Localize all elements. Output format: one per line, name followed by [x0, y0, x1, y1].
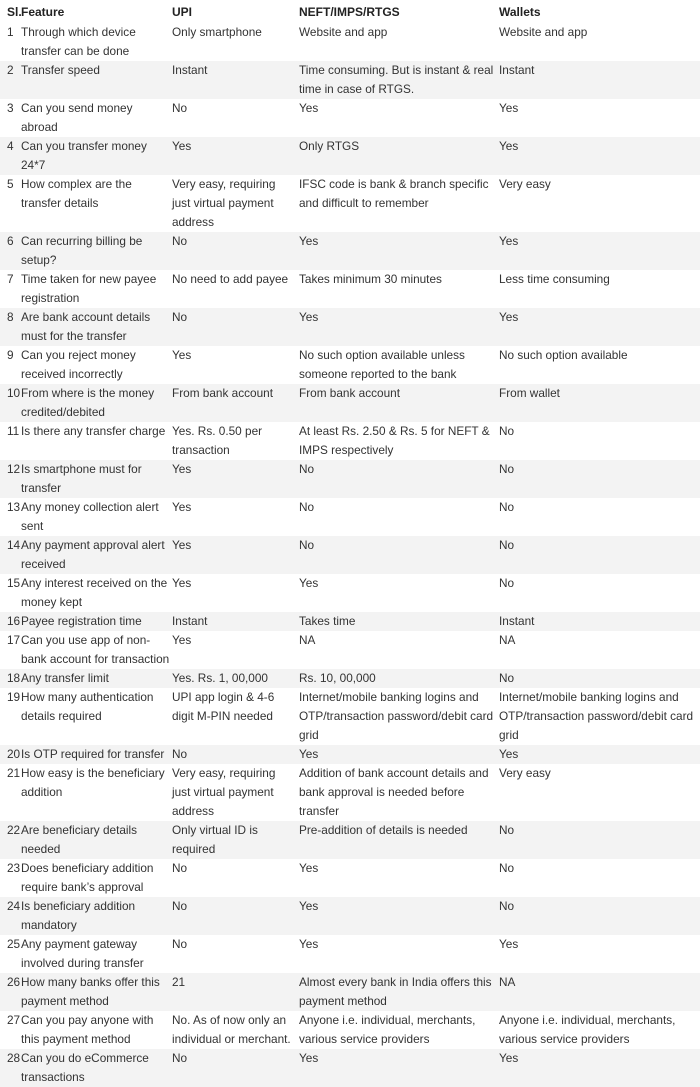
cell-wallets: Instant — [499, 612, 700, 631]
cell-neft: No — [299, 500, 315, 514]
cell-number: 9 — [7, 348, 14, 362]
table-row — [0, 23, 700, 61]
cell-number: 19 — [7, 690, 21, 704]
cell-feature: From where is the money credited/debited — [21, 384, 172, 422]
cell-feature: Any payment approval alert received — [21, 536, 172, 574]
cell-neft: Yes — [299, 937, 319, 951]
table-row — [0, 859, 700, 897]
cell-wallets: Anyone i.e. individual, merchants, various service providers — [499, 1013, 676, 1046]
cell-number: 26 — [0, 973, 21, 1011]
cell-wallets: Internet/mobile banking logins and OTP/transaction password/debit card grid — [499, 690, 694, 742]
cell-feature: Is smartphone must for transfer — [21, 460, 172, 498]
cell-upi: Yes — [172, 500, 192, 514]
cell-number: 15 — [7, 576, 21, 590]
cell-neft: Pre-addition of details is needed — [299, 821, 499, 859]
cell-neft: Takes minimum 30 minutes — [299, 272, 442, 286]
table-row — [0, 137, 700, 175]
cell-wallets: NA — [499, 633, 516, 647]
cell-wallets: Yes — [499, 101, 519, 115]
cell-wallets: No — [499, 460, 700, 498]
cell-neft: No — [299, 536, 499, 574]
cell-wallets: No — [499, 897, 700, 935]
cell-number: 10 — [0, 384, 21, 422]
cell-upi: Very easy, requiring just virtual payment address — [172, 177, 276, 229]
cell-number: 16 — [0, 612, 21, 631]
table-row — [0, 612, 700, 631]
cell-feature: Can you do eCommerce transactions — [21, 1049, 172, 1087]
cell-neft: Anyone i.e. individual, merchants, various service providers — [299, 1013, 476, 1046]
cell-wallets: Yes — [499, 937, 519, 951]
table-row — [0, 669, 700, 688]
table-row — [0, 631, 700, 669]
cell-feature: Can you pay anyone with this payment method — [21, 1013, 154, 1046]
cell-neft: Yes — [299, 1049, 499, 1087]
cell-wallets: Yes — [499, 308, 700, 346]
cell-wallets: No — [499, 536, 700, 574]
cell-neft: Rs. 10, 00,000 — [299, 669, 499, 688]
header-neft: NEFT/IMPS/RTGS — [299, 5, 400, 19]
cell-feature: Are beneficiary details needed — [21, 821, 172, 859]
cell-neft: No — [299, 460, 499, 498]
cell-wallets: No — [499, 500, 515, 514]
cell-upi: Yes — [172, 137, 299, 175]
table-row — [0, 308, 700, 346]
cell-upi: UPI app login & 4-6 digit M-PIN needed — [172, 690, 275, 723]
table-row — [0, 897, 700, 935]
cell-upi: No — [172, 937, 188, 951]
header-row — [0, 0, 700, 23]
cell-feature: Any money collection alert sent — [21, 500, 159, 533]
cell-upi: No — [172, 308, 299, 346]
cell-upi: Yes — [172, 348, 192, 362]
cell-feature: How easy is the beneficiary addition — [21, 766, 165, 799]
table-row — [0, 574, 700, 612]
cell-neft: Yes — [299, 861, 319, 875]
cell-wallets: No such option available — [499, 348, 628, 362]
cell-number: 22 — [0, 821, 21, 859]
cell-neft: Yes — [299, 897, 499, 935]
cell-number: 13 — [7, 500, 21, 514]
cell-wallets: NA — [499, 973, 700, 1011]
cell-feature: Can you use app of non-bank account for transaction — [21, 633, 170, 666]
cell-neft: Yes — [299, 308, 499, 346]
cell-wallets: No — [499, 861, 515, 875]
cell-feature: Transfer speed — [21, 61, 172, 99]
cell-neft: Yes — [299, 232, 499, 270]
cell-number: 25 — [7, 937, 21, 951]
table-row — [0, 1011, 700, 1049]
table-body — [0, 23, 700, 1087]
cell-upi: No — [172, 897, 299, 935]
cell-wallets: Very easy — [499, 177, 551, 191]
cell-wallets: Instant — [499, 61, 700, 99]
cell-feature: Are bank account details must for the transfer — [21, 308, 172, 346]
cell-upi: No need to add payee — [172, 272, 289, 286]
cell-neft: Yes — [299, 576, 319, 590]
cell-upi: Yes — [172, 460, 299, 498]
table-row — [0, 688, 700, 745]
cell-upi: Only virtual ID is required — [172, 821, 299, 859]
header-upi: UPI — [172, 5, 193, 19]
cell-upi: Instant — [172, 612, 299, 631]
cell-wallets: No — [499, 821, 700, 859]
header-feature: Feature — [21, 5, 65, 19]
table-row — [0, 973, 700, 1011]
table-row — [0, 346, 700, 384]
table-row — [0, 232, 700, 270]
cell-wallets: Website and app — [499, 25, 588, 39]
cell-number: 11 — [7, 424, 20, 438]
cell-feature: Any interest received on the money kept — [21, 576, 168, 609]
table-row — [0, 745, 700, 764]
cell-upi: No — [172, 232, 299, 270]
cell-neft: Takes time — [299, 612, 499, 631]
cell-upi: Yes. Rs. 1, 00,000 — [172, 669, 299, 688]
cell-feature: Is beneficiary addition mandatory — [21, 897, 172, 935]
cell-feature: How many banks offer this payment method — [21, 973, 172, 1011]
cell-number: 2 — [0, 61, 21, 99]
cell-upi: No — [172, 101, 188, 115]
cell-neft: Internet/mobile banking logins and OTP/transaction password/debit card grid — [299, 690, 494, 742]
cell-upi: Yes — [172, 633, 192, 647]
cell-number: 4 — [0, 137, 21, 175]
table-row — [0, 498, 700, 536]
cell-feature: Does beneficiary addition require bank’s approval — [21, 861, 154, 894]
cell-wallets: Yes — [499, 232, 700, 270]
cell-upi: No. As of now only an individual or merchant. — [172, 1013, 291, 1046]
table-row — [0, 270, 700, 308]
table-header — [0, 0, 700, 23]
cell-feature: Can recurring billing be setup? — [21, 232, 172, 270]
cell-upi: Only smartphone — [172, 25, 262, 39]
cell-feature: Payee registration time — [21, 612, 172, 631]
cell-number: 17 — [7, 633, 21, 647]
cell-wallets: No — [499, 576, 515, 590]
cell-number: 12 — [0, 460, 21, 498]
cell-feature: Any payment gateway involved during transfer — [21, 937, 144, 970]
table-row — [0, 422, 700, 460]
table-row — [0, 384, 700, 422]
cell-neft: Addition of bank account details and bank approval is needed before transfer — [299, 766, 489, 818]
header-sl: Sl. — [7, 5, 22, 19]
table-row — [0, 99, 700, 137]
cell-wallets: From wallet — [499, 384, 700, 422]
cell-upi: Yes. Rs. 0.50 per transaction — [172, 424, 263, 457]
cell-neft: Almost every bank in India offers this payment method — [299, 973, 499, 1011]
cell-number: 27 — [7, 1013, 21, 1027]
cell-number: 6 — [0, 232, 21, 270]
cell-number: 24 — [0, 897, 21, 935]
cell-neft: From bank account — [299, 384, 499, 422]
header-wallets: Wallets — [499, 5, 541, 19]
cell-neft: NA — [299, 633, 316, 647]
table-row — [0, 460, 700, 498]
cell-upi: Very easy, requiring just virtual payment address — [172, 766, 276, 818]
table-row — [0, 1049, 700, 1087]
cell-upi: No — [172, 1049, 299, 1087]
cell-neft: IFSC code is bank & branch specific and difficult to remember — [299, 177, 489, 210]
cell-number: 23 — [7, 861, 21, 875]
cell-feature: Any transfer limit — [21, 669, 172, 688]
table-row — [0, 536, 700, 574]
cell-neft: Time consuming. But is instant & real time in case of RTGS. — [299, 61, 499, 99]
cell-feature: How many authentication details required — [21, 690, 154, 723]
cell-feature: Is there any transfer charge — [21, 424, 166, 438]
cell-number: 1 — [7, 25, 14, 39]
cell-wallets: Less time consuming — [499, 272, 610, 286]
cell-feature: Can you transfer money 24*7 — [21, 137, 172, 175]
cell-feature: Is OTP required for transfer — [21, 745, 172, 764]
cell-number: 8 — [0, 308, 21, 346]
cell-neft: Website and app — [299, 25, 388, 39]
cell-wallets: Yes — [499, 1049, 700, 1087]
cell-number: 28 — [0, 1049, 21, 1087]
cell-number: 18 — [0, 669, 21, 688]
cell-number: 20 — [0, 745, 21, 764]
table-row — [0, 175, 700, 232]
table-row — [0, 935, 700, 973]
cell-wallets: Yes — [499, 745, 700, 764]
table-row — [0, 764, 700, 821]
cell-upi: No — [172, 861, 188, 875]
cell-number: 5 — [7, 177, 14, 191]
table-row — [0, 61, 700, 99]
cell-feature: Time taken for new payee registration — [21, 272, 157, 305]
table-row — [0, 821, 700, 859]
cell-wallets: No — [499, 669, 700, 688]
cell-upi: No — [172, 745, 299, 764]
cell-upi: From bank account — [172, 384, 299, 422]
cell-number: 14 — [0, 536, 21, 574]
cell-upi: 21 — [172, 973, 299, 1011]
cell-neft: Yes — [299, 101, 319, 115]
cell-neft: At least Rs. 2.50 & Rs. 5 for NEFT & IMPS respectively — [299, 424, 490, 457]
cell-feature: How complex are the transfer details — [21, 177, 132, 210]
cell-number: 7 — [7, 272, 14, 286]
cell-wallets: Yes — [499, 137, 700, 175]
cell-upi: Instant — [172, 61, 299, 99]
cell-feature: Through which device transfer can be done — [21, 25, 136, 58]
cell-neft: Only RTGS — [299, 137, 499, 175]
cell-number: 3 — [7, 101, 14, 115]
cell-neft: Yes — [299, 745, 499, 764]
cell-feature: Can you send money abroad — [21, 101, 133, 134]
cell-upi: Yes — [172, 576, 192, 590]
cell-wallets: Very easy — [499, 766, 551, 780]
cell-neft: No such option available unless someone reported to the bank — [299, 348, 465, 381]
cell-number: 21 — [7, 766, 21, 780]
cell-upi: Yes — [172, 536, 299, 574]
cell-wallets: No — [499, 424, 515, 438]
cell-feature: Can you reject money received incorrectly — [21, 348, 136, 381]
